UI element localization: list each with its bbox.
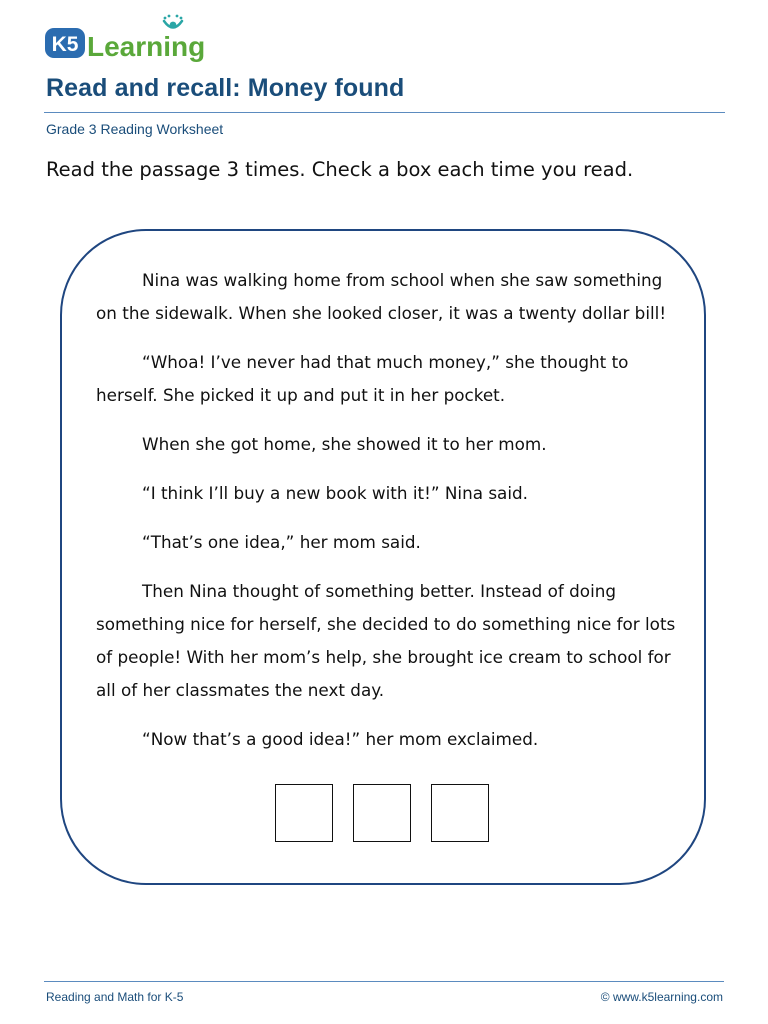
title-divider — [44, 112, 725, 113]
footer-tagline: Reading and Math for K-5 — [46, 990, 184, 1004]
logo-wordmark: Learning — [87, 31, 206, 62]
worksheet-title: Read and recall: Money found — [46, 74, 405, 102]
footer-website[interactable]: © www.k5learning.com — [600, 990, 723, 1004]
passage-paragraph: Nina was walking home from school when she saw something on the sidewalk. When she looked closer, it was a twenty dollar bill! — [96, 270, 667, 323]
passage-paragraph: “I think I’ll buy a new book with it!” Nina said. — [142, 483, 528, 503]
logo-figure-icon — [164, 15, 183, 29]
read-checkbox-1[interactable] — [275, 784, 333, 842]
read-checkbox-2[interactable] — [353, 784, 411, 842]
footer-divider — [44, 981, 724, 982]
logo-mark-text: K5 — [51, 33, 79, 56]
worksheet-subtitle: Grade 3 Reading Worksheet — [46, 121, 224, 137]
passage-paragraph: “That’s one idea,” her mom said. — [142, 532, 421, 552]
passage-paragraph: Then Nina thought of something better. Instead of doing something nice for herself, she decided to do something nice for lots of people! With her mom’s help, she brought ice cream to school for all of her classmates the next day. — [96, 581, 676, 700]
passage-paragraph: When she got home, she showed it to her mom. — [142, 434, 547, 454]
passage — [96, 264, 676, 772]
passage-paragraph: “Now that’s a good idea!” her mom exclaimed. — [142, 729, 539, 749]
instructions-text: Read the passage 3 times. Check a box each time you read. — [46, 158, 634, 181]
k5-learning-logo — [44, 14, 224, 62]
passage-paragraph: “Whoa! I’ve never had that much money,” she thought to herself. She picked it up and put it in her pocket. — [96, 352, 629, 405]
read-checkbox-3[interactable] — [431, 784, 489, 842]
